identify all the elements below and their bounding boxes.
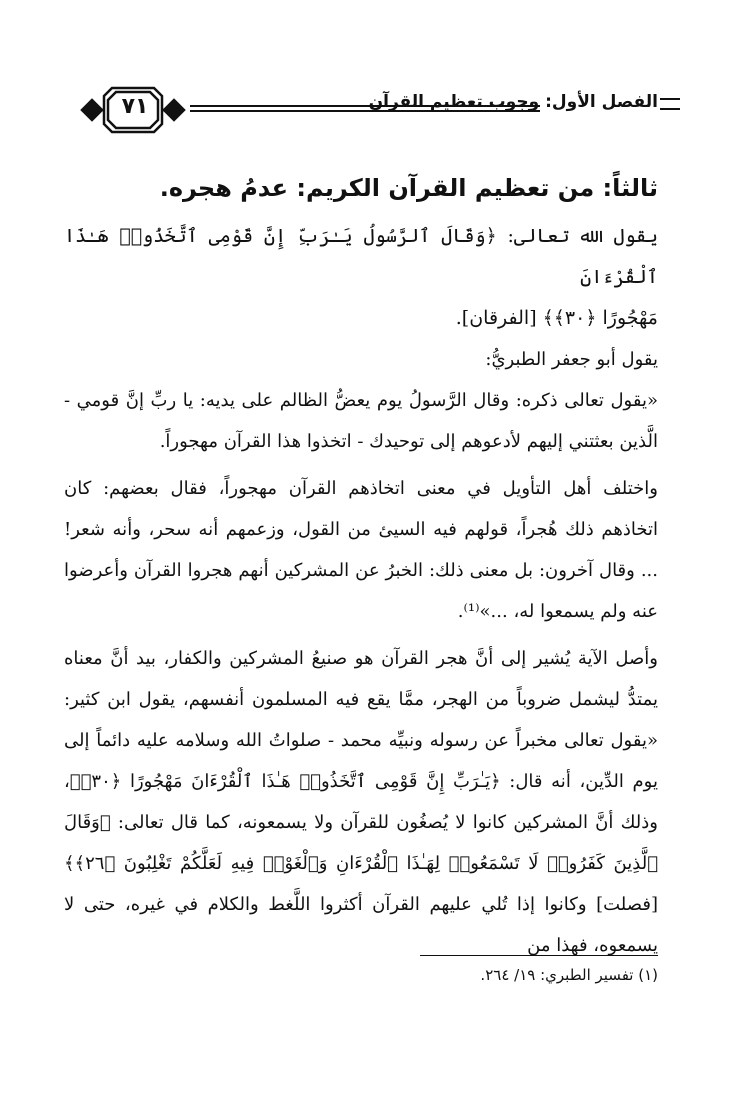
footnote-divider	[420, 955, 658, 956]
footnote: (١) تفسير الطبري: ١٩/ ٢٦٤.	[480, 966, 658, 984]
paragraph: وأصل الآية يُشير إلى أنَّ هجر القرآن هو صنيعُ المشركين والكفار، بيد أنَّ معناه يمتدُّ ليشمل ضروباً من الهجر، ممَّا يقع فيه المسلمون أنفسهم، يقول ابن كثير: «يقول تعالى مخبراً عن رسوله ونبيِّه محمد - صلواتُ الله وسلامه عليه دائماً إلى يوم الدِّين، أنه قال: ﴿يَـٰرَبِّ إِنَّ قَوْمِى ٱتَّخَذُوا۟ هَـٰذَا ٱلْقُرْءَانَ مَهْجُورًا ﴿٣٠﴾﴾، وذلك أنَّ المشركين كانوا لا يُصغُون للقرآن ولا يسمعونه، كما قال تعالى: ﴿وَقَالَ ٱلَّذِينَ كَفَرُوا۟ لَا تَسْمَعُوا۟ لِهَـٰذَا ٱلْقُرْءَانِ وَٱلْغَوْا۟ فِيهِ لَعَلَّكُمْ تَغْلِبُونَ ﴿٢٦﴾﴾ [فصلت] وكانوا إذا تُلي عليهم القرآن أكثروا اللَّغط والكلام في غيره، حتى لا يسمعوه، فهذا من	[64, 648, 658, 956]
paragraph: يقول أبو جعفر الطبريُّ:	[485, 349, 658, 370]
paragraph: «يقول تعالى ذكره: وقال الرَّسولُ يوم يعضُّ الظالم على يديه: يا ربِّ إنَّ قومي - الَّذين بعثتني إليهم لأدعوهم إلى توحيدك - اتخذوا هذا القرآن مهجوراً.	[64, 390, 658, 452]
main-text	[64, 168, 658, 966]
page-number: ٧١	[121, 94, 149, 119]
paragraph: يقول الله تعالى: ﴿وَقَالَ ٱلرَّسُولُ يَـٰرَبِّ إِنَّ قَوْمِى ٱتَّخَذُوا۟ هَـٰذَا ٱلْقُرْءَانَ	[64, 225, 658, 288]
header-bars-icon	[660, 98, 680, 110]
page-header	[78, 82, 658, 138]
section-title: ثالثاً: من تعظيم القرآن الكريم: عدمُ هجره.	[159, 174, 658, 202]
paragraph: واختلف أهل التأويل في معنى اتخاذهم القرآن مهجوراً، فقال بعضهم: كان اتخاذهم ذلك هُجراً، قولهم فيه السيئ من القول، وزعمهم أنه سحر، وأنه شعر! ... وقال آخرون: بل معنى ذلك: الخبرُ عن المشركين أنهم هجروا القرآن وأعرضوا عنه ولم يسمعوا له، ...»⁽¹⁾.	[64, 478, 658, 622]
chapter-title: الفصل الأول: وجوب تعظيم القرآن	[368, 92, 658, 112]
paragraph: مَهْجُورًا ﴿٣٠﴾﴾ [الفرقان].	[455, 307, 658, 329]
